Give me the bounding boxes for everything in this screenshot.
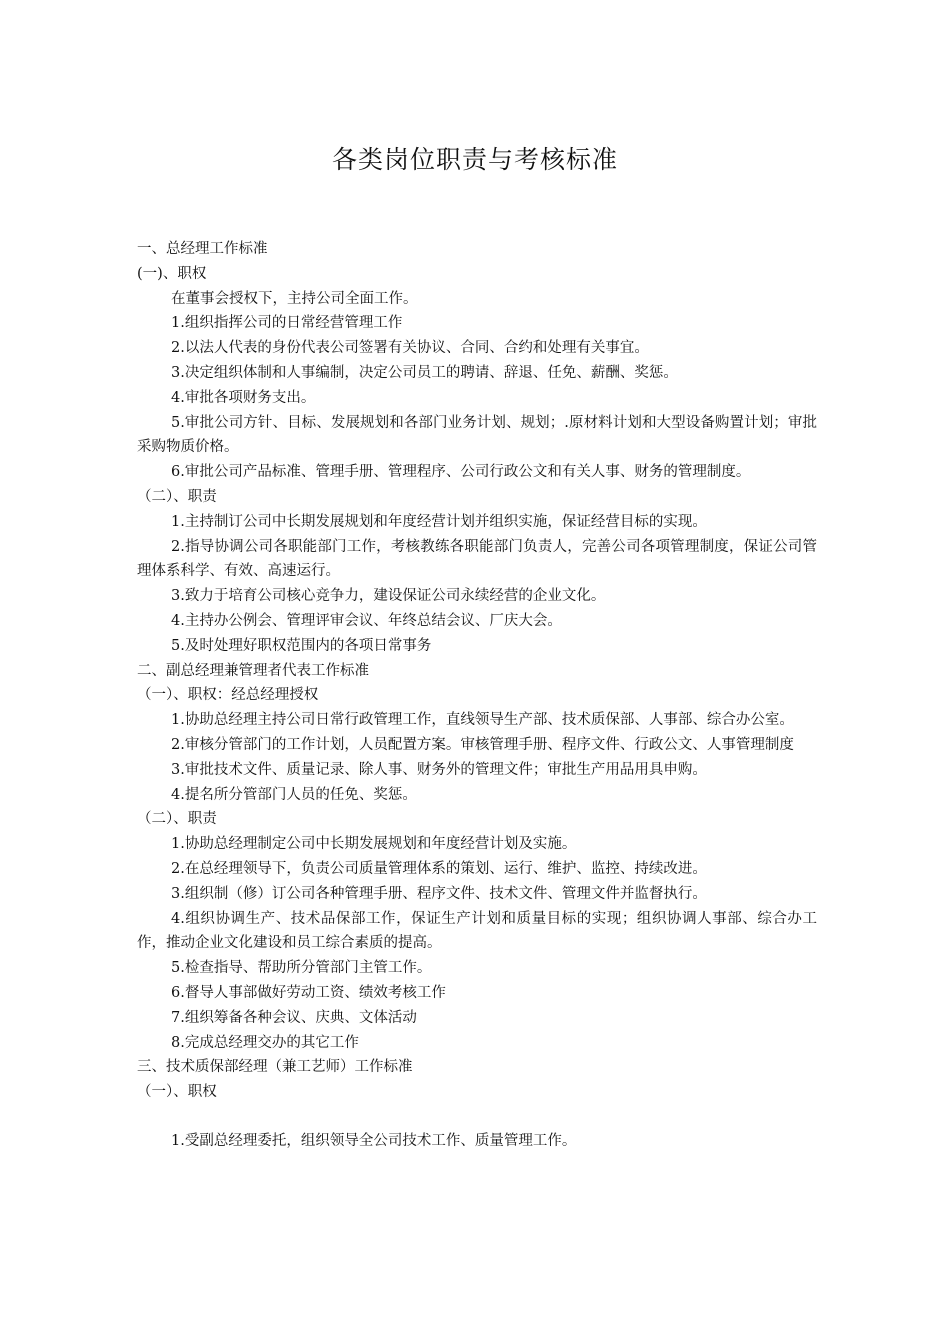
subsection-heading: （二）、职责	[137, 488, 217, 505]
section-heading-1: 一、总经理工作标准	[137, 241, 268, 257]
list-item: 3.组织制（修）订公司各种管理手册、程序文件、技术文件、管理文件并监督执行。	[171, 885, 707, 902]
paragraph: 在董事会授权下，主持公司全面工作。	[171, 290, 418, 307]
list-item: 5.审批公司方针、目标、发展规划和各部门业务计划、规划；.原材料计划和大型设备购置计划；审批采购物质价格。	[137, 414, 817, 456]
list-item: 2.在总经理领导下，负责公司质量管理体系的策划、运行、维护、监控、持续改进。	[171, 860, 707, 877]
list-item: 6.审批公司产品标准、管理手册、管理程序、公司行政公文和有关人事、财务的管理制度。	[171, 464, 751, 481]
document-body	[137, 237, 817, 1154]
list-item: 6.督导人事部做好劳动工资、绩效考核工作	[171, 984, 446, 1001]
list-item: 2.以法人代表的身份代表公司签署有关协议、合同、合约和处理有关事宜。	[171, 340, 649, 357]
section-heading-3: 三、技术质保部经理（兼工艺师）工作标准	[137, 1059, 413, 1076]
list-item: 1.主持制订公司中长期发展规划和年度经营计划并组织实施，保证经营目标的实现。	[171, 513, 707, 530]
list-item: 2.指导协调公司各职能部门工作，考核教练各职能部门负责人，完善公司各项管理制度，保证公司管理体系科学、有效、高速运行。	[137, 538, 817, 580]
list-item: 1.组织指挥公司的日常经营管理工作	[171, 315, 403, 332]
list-item: 1.协助总经理制定公司中长期发展规划和年度经营计划及实施。	[171, 836, 577, 853]
list-item: 1.协助总经理主持公司日常行政管理工作，直线领导生产部、技术质保部、人事部、综合办公室。	[171, 712, 794, 729]
list-item: 1.受副总经理委托，组织领导全公司技术工作、质量管理工作。	[171, 1132, 577, 1149]
list-item: 5.及时处理好职权范围内的各项日常事务	[171, 637, 432, 654]
subsection-heading: (一)、职权	[137, 265, 207, 282]
list-item: 8.完成总经理交办的其它工作	[171, 1034, 359, 1051]
document-title: 各类岗位职责与考核标准	[331, 145, 618, 174]
list-item: 4.组织协调生产、技术品保部工作，保证生产计划和质量目标的实现；组织协调人事部、综合办工作，推动企业文化建设和员工综合素质的提高。	[137, 910, 817, 952]
subsection-heading: （二）、职责	[137, 811, 217, 828]
list-item: 4.审批各项财务支出。	[171, 389, 316, 406]
list-item: 4.提名所分管部门人员的任免、奖惩。	[171, 786, 417, 803]
list-item: 7.组织筹备各种会议、庆典、文体活动	[171, 1009, 417, 1026]
list-item: 5.检查指导、帮助所分管部门主管工作。	[171, 960, 432, 977]
paragraph-gap	[137, 1105, 817, 1129]
list-item: 2.审核分管部门的工作计划，人员配置方案。审核管理手册、程序文件、行政公文、人事管理制度	[171, 736, 794, 753]
list-item: 3.致力于培育公司核心竞争力，建设保证公司永续经营的企业文化。	[171, 588, 606, 605]
list-item: 4.主持办公例会、管理评审会议、年终总结会议、厂庆大会。	[171, 612, 562, 629]
section-heading-2: 二、副总经理兼管理者代表工作标准	[137, 662, 369, 679]
list-item: 3.审批技术文件、质量记录、除人事、财务外的管理文件；审批生产用品用具申购。	[171, 761, 707, 778]
list-item: 3.决定组织体制和人事编制，决定公司员工的聘请、辞退、任免、薪酬、奖惩。	[171, 364, 678, 381]
subsection-heading: （一）、职权：经总经理授权	[137, 687, 319, 704]
subsection-heading: （一）、职权	[137, 1084, 217, 1101]
